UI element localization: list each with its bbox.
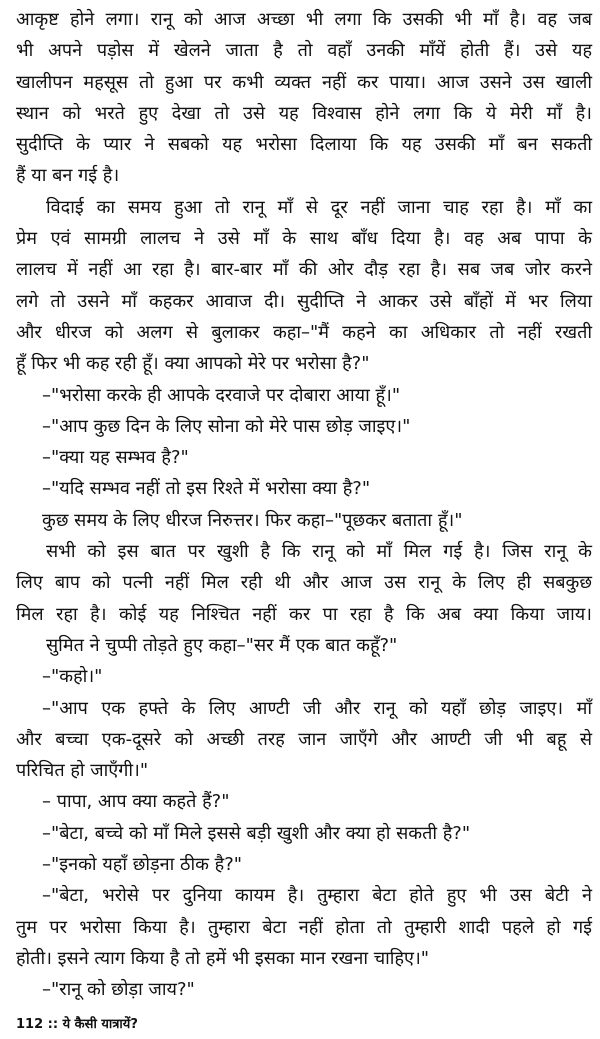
dialogue-line: –"आप कुछ दिन के लिए सोना को मेरे पास छोड़ जाइए।"	[42, 415, 411, 437]
text-line: आकृष्ट होने लगा। रानू को आज अच्छा भी लगा कि उसकी भी माँ है। वह जब	[16, 9, 592, 30]
footer-separator: ::	[47, 1017, 59, 1032]
text-line: होती। इसने त्याग किया है तो हमें भी इसका मान रखना चाहिए।"	[16, 947, 430, 969]
text-line: प्रेम एवं सामग्री लालच ने उसे माँ के साथ बाँध दिया है। वह अब पापा के	[16, 228, 592, 250]
dialogue-line: –"यदि सम्भव नहीं तो इस रिश्ते में भरोसा क्या है?"	[42, 478, 371, 500]
dialogue-line: –"बेटा, बच्चे को माँ मिले इससे बड़ी खुशी और क्या हो सकती है?"	[42, 822, 471, 844]
text-line: कुछ समय के लिए धीरज निरुत्तर। फिर कहा–"पूछकर बताता हूँ।"	[42, 509, 463, 531]
book-title: ये कैसी यात्रायें?	[62, 1017, 138, 1032]
dialogue-line: –"इनको यहाँ छोड़ना ठीक है?"	[42, 854, 243, 876]
text-line: और धीरज को अलग से बुलाकर कहा–"मैं कहने का अधिकार तो नहीं रखती	[16, 321, 592, 343]
text-line: मिल रहा है। कोई यह निश्चित नहीं कर पा रहा है कि अब क्या किया जाय।	[16, 603, 592, 625]
dialogue-line: –"भरोसा करके ही आपके दरवाजे पर दोबारा आया हूँ।"	[42, 384, 401, 406]
text-line: भी अपने पड़ोस में खेलने जाता है तो वहाँ उनकी माँयें होती हैं। उसे यह	[16, 40, 592, 62]
dialogue-line: –"रानू को छोड़ा जाय?"	[42, 979, 195, 1001]
text-line: लगे तो उसने माँ कहकर आवाज दी। सुदीप्ति ने आकर उसे बाँहों में भर लिया	[16, 290, 592, 312]
text-line: लिए बाप को पत्नी नहीं मिल रही थी और आज उस रानू के लिए ही सबकुछ	[16, 572, 592, 594]
text-line: तुम पर भरोसा किया है। तुम्हारा बेटा नहीं होता तो तुम्हारी शादी पहले हो गई	[16, 916, 592, 938]
text-line: सुदीप्ति के प्यार ने सबको यह भरोसा दिलाया कि यह उसकी माँ बन सकती	[16, 134, 592, 156]
text-line: परिचित हो जाएँगी।"	[16, 760, 149, 782]
text-line: लालच में नहीं आ रहा है। बार-बार माँ की ओर दौड़ रहा है। सब जब जोर करने	[16, 259, 592, 281]
text-line: हूँ फिर भी कह रही हूँ। क्या आपको मेरे पर भरोसा है?"	[16, 353, 370, 375]
dialogue-line: –"कहो।"	[42, 666, 103, 688]
text-line: सुमित ने चुप्पी तोड़ते हुए कहा–"सर मैं एक बात कहूँ?"	[46, 634, 398, 656]
dialogue-line: –"आप एक हफ्ते के लिए आण्टी जी और रानू को यहाँ छोड़ जाइए। माँ	[42, 697, 592, 719]
text-line: सभी को इस बात पर खुशी है कि रानू को माँ मिल गई है। जिस रानू के	[46, 541, 592, 563]
text-line: और बच्चा एक-दूसरे को अच्छी तरह जान जाएँगे और आण्टी जी भी बहू से	[16, 728, 592, 750]
page-footer	[16, 1014, 138, 1032]
text-line: स्थान को भरते हुए देखा तो उसे यह विश्वास होने लगा कि ये मेरी माँ है।	[16, 102, 592, 124]
dialogue-line: –"क्या यह सम्भव है?"	[42, 447, 189, 469]
dialogue-line: –"बेटा, भरोसे पर दुनिया कायम है। तुम्हारा बेटा होते हुए भी उस बेटी ने	[42, 885, 592, 907]
page-number: 112	[16, 1017, 44, 1032]
book-page-text	[16, 4, 592, 1006]
dialogue-line: – पापा, आप क्या कहते हैं?"	[42, 791, 230, 813]
text-line: हैं या बन गई है।	[16, 165, 120, 187]
text-line: विदाई का समय हुआ तो रानू माँ से दूर नहीं जाना चाह रहा है। माँ का	[46, 196, 592, 218]
text-line: खालीपन महसूस तो हुआ पर कभी व्यक्त नहीं कर पाया। आज उसने उस खाली	[16, 71, 592, 93]
